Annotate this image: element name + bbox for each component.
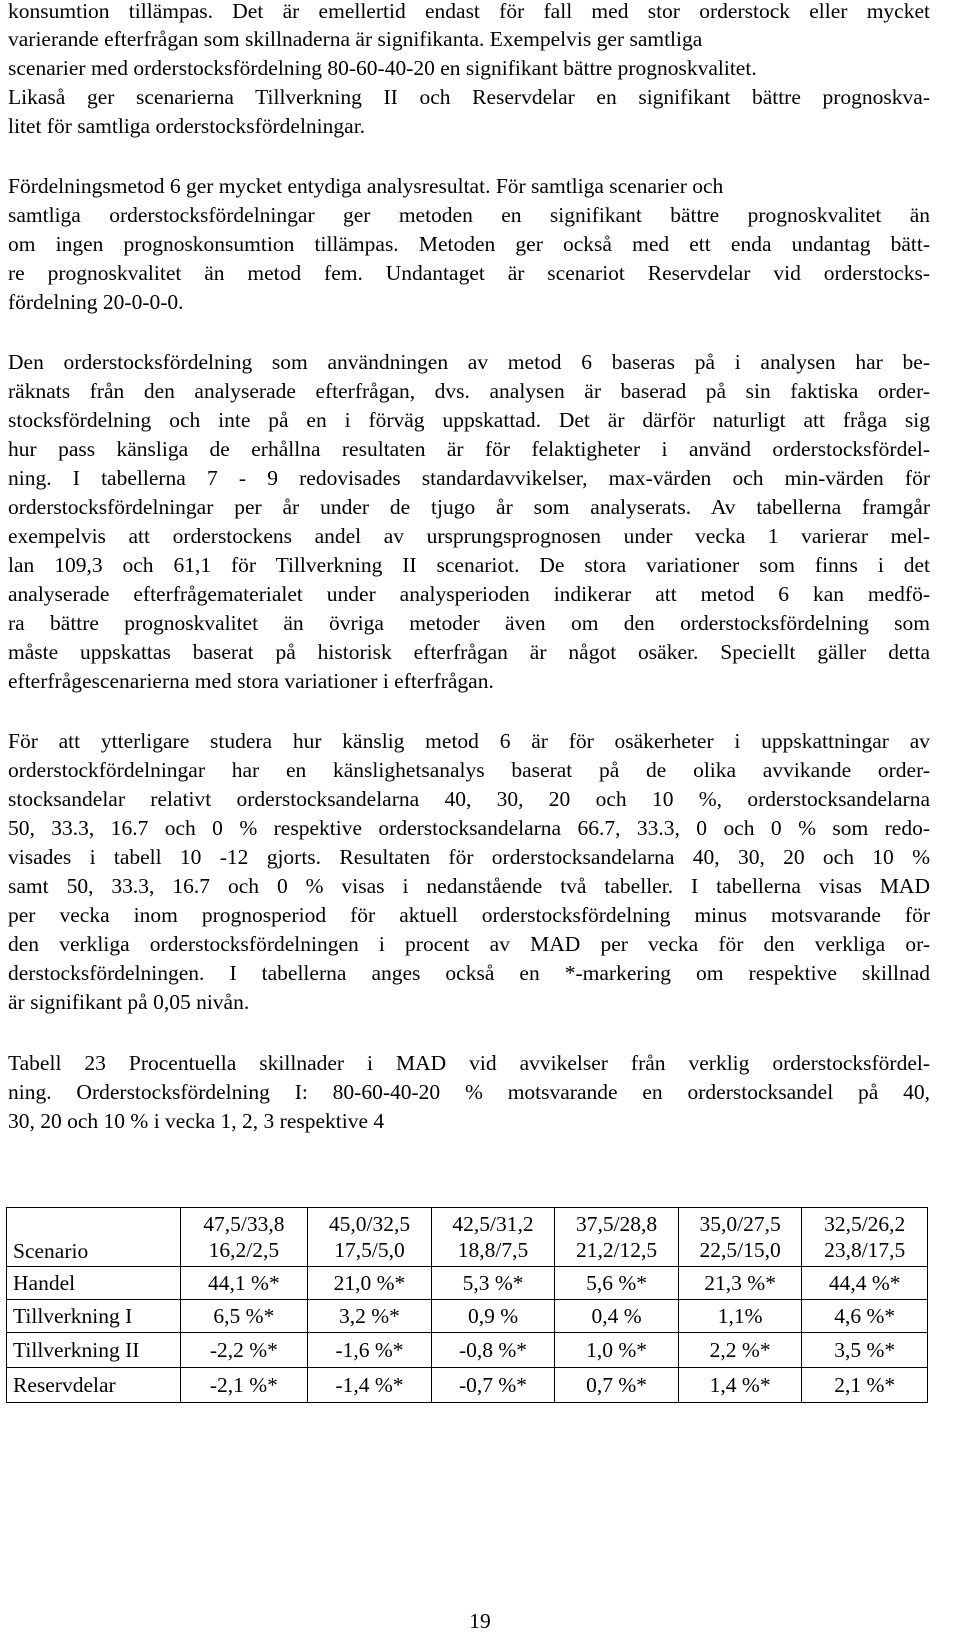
paragraph-3-line-8: lan 109,3 och 61,1 för Tillverkning II scenariot. De stora variationer som finns i det — [8, 553, 930, 577]
table-caption-line-2: ning. Orderstocksfördelning I: 80-60-40-20 % motsvarande en orderstocksandel på 40, — [8, 1080, 930, 1104]
table-cell: 2,1 %* — [802, 1368, 928, 1403]
column-header — [431, 1208, 555, 1267]
table-cell: 4,6 %* — [802, 1300, 928, 1333]
table-cell: 2,2 %* — [678, 1333, 802, 1368]
table-cell: 0,7 %* — [555, 1368, 679, 1403]
mad-difference-table — [6, 1207, 928, 1403]
table-cell: 1,0 %* — [555, 1333, 679, 1368]
column-header-top: 32,5/26,2 — [824, 1212, 906, 1236]
table-cell: 21,0 %* — [308, 1267, 432, 1300]
column-header-bottom: 23,8/17,5 — [824, 1238, 906, 1262]
paragraph-4-line-9: derstocksfördelningen. I tabellerna anges också en *-markering om respektive skillnad — [8, 961, 930, 985]
table-cell: 1,4 %* — [678, 1368, 802, 1403]
column-header-bottom: 22,5/15,0 — [699, 1238, 781, 1262]
paragraph-4-line-6: samt 50, 33.3, 16.7 och 0 % visas i nedanstående två tabeller. I tabellerna visas MAD — [8, 874, 930, 898]
table-cell: 3,2 %* — [308, 1300, 432, 1333]
paragraph-3-line-2: räknats från den analyserade efterfrågan, dvs. analysen är baserad på sin faktiska order- — [8, 379, 930, 403]
paragraph-3-line-11: måste uppskattas baserat på historisk efterfrågan är något osäker. Speciellt gäller detta — [8, 640, 930, 664]
column-header-top: 47,5/33,8 — [203, 1212, 285, 1236]
table-row — [7, 1267, 928, 1300]
paragraph-3-line-4: hur pass känsliga de erhållna resultaten är för felaktigheter i använd orderstocksfördel- — [8, 437, 930, 461]
paragraph-1-line-1: konsumtion tillämpas. Det är emellertid endast för fall med stor orderstock eller mycket — [8, 0, 930, 23]
table-cell: 21,3 %* — [678, 1267, 802, 1300]
row-label: Handel — [7, 1267, 181, 1300]
table-cell: 0,4 % — [555, 1300, 679, 1333]
table-cell: -2,1 %* — [180, 1368, 308, 1403]
column-header-scenario: Scenario — [7, 1208, 181, 1267]
paragraph-2-line-5: fördelning 20-0-0-0. — [8, 290, 184, 314]
table-cell: 44,1 %* — [180, 1267, 308, 1300]
paragraph-4-line-2: orderstockfördelningar har en känslighetsanalys baserat på de olika avvikande order- — [8, 758, 930, 782]
column-header — [678, 1208, 802, 1267]
column-header-bottom: 21,2/12,5 — [575, 1238, 658, 1262]
paragraph-1-line-5: litet för samtliga orderstocksfördelningar. — [8, 114, 366, 138]
table-cell: 5,6 %* — [555, 1267, 679, 1300]
paragraph-3-line-12: efterfrågescenarierna med stora variationer i efterfrågan. — [8, 669, 494, 693]
paragraph-3-line-3: stocksfördelning och inte på en i förväg uppskattad. Det är därför naturligt att fråga sig — [8, 408, 930, 432]
paragraph-1-line-3: scenarier med orderstocksfördelning 80-60-40-20 en signifikant bättre prognoskvalitet. — [8, 56, 757, 80]
table-row — [7, 1333, 928, 1368]
paragraph-2-line-2: samtliga orderstocksfördelningar ger metoden en signifikant bättre prognoskvalitet än — [8, 203, 930, 227]
table-row — [7, 1300, 928, 1333]
table-cell: 0,9 % — [431, 1300, 555, 1333]
table-caption-line-3: 30, 20 och 10 % i vecka 1, 2, 3 respektive 4 — [8, 1109, 385, 1133]
table-cell: 6,5 %* — [180, 1300, 308, 1333]
column-header-bottom: 16,2/2,5 — [208, 1238, 280, 1262]
column-header — [308, 1208, 432, 1267]
page-number: 19 — [469, 1609, 491, 1633]
table-header-row — [7, 1208, 928, 1267]
column-header-top: 37,5/28,8 — [575, 1212, 658, 1236]
paragraph-2-line-1: Fördelningsmetod 6 ger mycket entydiga analysresultat. För samtliga scenarier och — [8, 174, 724, 198]
table-cell: -1,6 %* — [308, 1333, 432, 1368]
table-cell: 44,4 %* — [802, 1267, 928, 1300]
paragraph-4-line-5: visades i tabell 10 -12 gjorts. Resultaten för orderstocksandelarna 40, 30, 20 och 10 % — [8, 845, 930, 869]
paragraph-4-line-4: 50, 33.3, 16.7 och 0 % respektive orderstocksandelarna 66.7, 33.3, 0 och 0 % som redo- — [8, 816, 930, 840]
table-cell: 5,3 %* — [431, 1267, 555, 1300]
row-label: Reservdelar — [7, 1368, 181, 1403]
column-header-top: 42,5/31,2 — [452, 1212, 534, 1236]
paragraph-3-line-10: ra bättre prognoskvalitet än övriga metoder även om den orderstocksfördelning som — [8, 611, 930, 635]
column-header-bottom: 17,5/5,0 — [334, 1238, 405, 1262]
table-cell: -2,2 %* — [180, 1333, 308, 1368]
table-cell: -0,7 %* — [431, 1368, 555, 1403]
paragraph-4-line-10: är signifikant på 0,05 nivån. — [8, 990, 250, 1014]
paragraph-4-line-1: För att ytterligare studera hur känslig metod 6 är för osäkerheter i uppskattningar av — [8, 729, 930, 753]
paragraph-3-line-9: analyserade efterfrågematerialet under analysperioden indikerar att metod 6 kan medfö- — [8, 582, 930, 606]
paragraph-1-line-2: varierande efterfrågan som skillnaderna är signifikanta. Exempelvis ger samtliga — [8, 27, 703, 51]
table-caption-line-1: Tabell 23 Procentuella skillnader i MAD vid avvikelser från verklig orderstocksfördel- — [8, 1051, 930, 1075]
row-label: Tillverkning II — [7, 1333, 181, 1368]
table-cell: 1,1% — [678, 1300, 802, 1333]
paragraph-1-line-4: Likaså ger scenarierna Tillverkning II och Reservdelar en signifikant bättre prognoskva- — [8, 85, 930, 109]
column-header — [555, 1208, 679, 1267]
column-header — [180, 1208, 308, 1267]
paragraph-3-line-6: orderstocksfördelningar per år under de tjugo år som analyserats. Av tabellerna framgår — [8, 495, 930, 519]
row-label: Tillverkning I — [7, 1300, 181, 1333]
paragraph-4-line-8: den verkliga orderstocksfördelningen i procent av MAD per vecka för den verkliga or- — [8, 932, 930, 956]
paragraph-4-line-7: per vecka inom prognosperiod för aktuell orderstocksfördelning minus motsvarande för — [8, 903, 930, 927]
paragraph-3-line-7: exempelvis att orderstockens andel av ursprungsprognosen under vecka 1 varierar mel- — [8, 524, 930, 548]
table-row — [7, 1368, 928, 1403]
paragraph-3-line-1: Den orderstocksfördelning som användningen av metod 6 baseras på i analysen har be- — [8, 350, 930, 374]
column-header — [802, 1208, 928, 1267]
table-cell: 3,5 %* — [802, 1333, 928, 1368]
paragraph-2-line-4: re prognoskvalitet än metod fem. Undantaget är scenariot Reservdelar vid orderstocks- — [8, 261, 930, 285]
table-cell: -1,4 %* — [308, 1368, 432, 1403]
column-header-top: 45,0/32,5 — [328, 1212, 411, 1236]
paragraph-2-line-3: om ingen prognoskonsumtion tillämpas. Metoden ger också med ett enda undantag bätt- — [8, 232, 930, 256]
paragraph-4-line-3: stocksandelar relativt orderstocksandelarna 40, 30, 20 och 10 %, orderstocksandelarna — [8, 787, 930, 811]
column-header-top: 35,0/27,5 — [699, 1212, 781, 1236]
paragraph-3-line-5: ning. I tabellerna 7 - 9 redovisades standardavvikelser, max-värden och min-värden för — [8, 466, 930, 490]
column-header-bottom: 18,8/7,5 — [457, 1238, 529, 1262]
table-cell: -0,8 %* — [431, 1333, 555, 1368]
